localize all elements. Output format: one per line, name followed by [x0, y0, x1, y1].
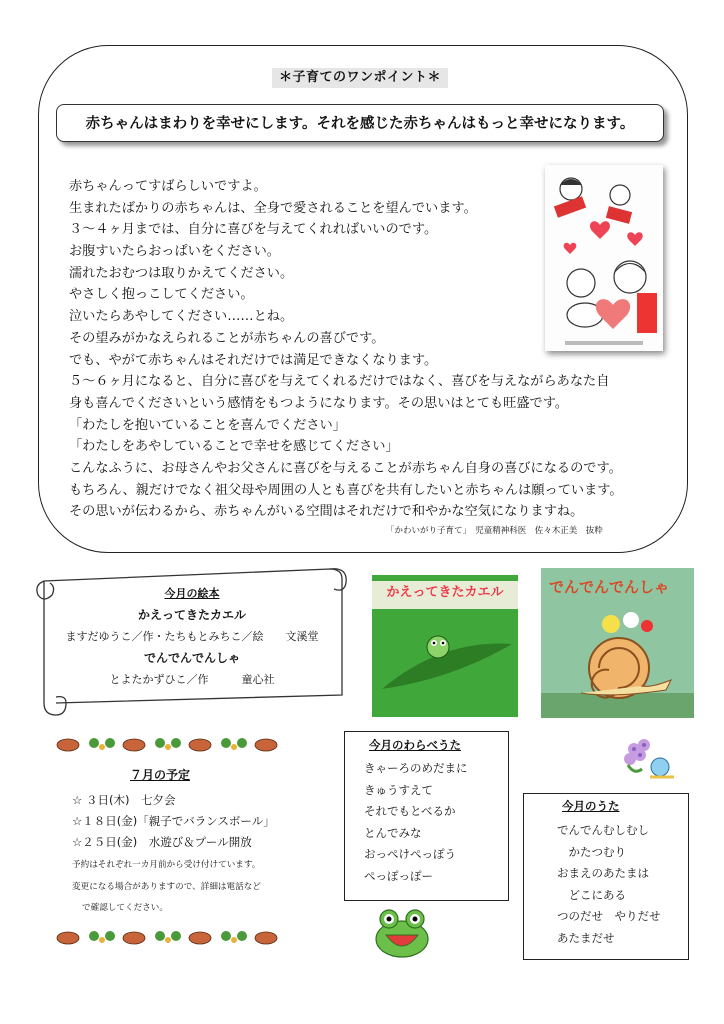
body-line: ５～６ヶ月になると、自分に喜びを与えてくれるだけではなく、喜びを与えながらあなた自	[69, 374, 610, 390]
lyric-line: おっぺけぺっぽう	[364, 847, 456, 861]
plan-list	[72, 790, 275, 853]
books-title: 今月の絵本	[164, 587, 220, 600]
lyric-line: かたつむり	[557, 844, 626, 859]
book2-title: でんでんでんしゃ	[143, 650, 240, 665]
body-line: こんなふうに、お母さんやお父さんに喜びを与えることが赤ちゃん自身の喜びになるのです。	[69, 460, 622, 476]
hydrangea-snail-icon	[620, 735, 676, 783]
body-line: 「わたしをあやしていることで幸せを感じてください」	[69, 439, 399, 455]
book-cover-frog	[372, 575, 518, 717]
body-line: でも、やがて赤ちゃんはそれだけでは満足できなくなります。	[69, 352, 438, 368]
book1-credit: ますだゆうこ／作・たちもとみちこ／絵 文溪堂	[65, 630, 319, 643]
citation: 「かわいがり子育て」 児童精神科医 佐々木正美 抜粋	[386, 526, 603, 536]
body-line: もちろん、親だけでなく祖父母や周囲の人とも喜びを共有したいと赤ちゃんは願っています。	[69, 482, 623, 498]
body-line: 濡れたおむつは取りかえてください。	[69, 265, 294, 281]
beetle-border-top	[54, 735, 286, 755]
beetle-border-bottom	[54, 928, 286, 948]
lyric-line: つのだせ やりだせ	[557, 909, 661, 923]
lyric-line: きゅうすえて	[364, 782, 433, 797]
cover1-title-band	[372, 581, 518, 609]
warabeuta-title: 今月のわらべうた	[369, 738, 461, 752]
uta-lyrics	[557, 820, 661, 949]
lyric-line: おまえのあたまは	[557, 866, 649, 880]
body-line: お腹すいたらおっぱいをください。	[69, 244, 280, 260]
book2-credit: とよたかずひこ／作 童心社	[109, 673, 275, 686]
body-line: 「わたしを抱いていることを喜んでください」	[69, 417, 346, 433]
plan-item: ☆１８日(金)「親子でバランスボール」	[72, 814, 275, 828]
body-line: その望みがかなえられることが赤ちゃんの喜びです。	[69, 330, 385, 346]
lyric-line: あたまだせ	[557, 930, 615, 945]
cover1-title: かえってきたカエル	[386, 585, 504, 600]
lyric-line: それでもとべるか	[364, 804, 456, 818]
lyric-line: ぺっぽっぽー	[364, 868, 433, 883]
plan-item: ☆ ３日(木) 七夕会	[72, 793, 176, 807]
lyric-line: きゃーろのめだまに	[364, 761, 468, 775]
uta-title: 今月のうた	[562, 799, 620, 813]
book1-title: かえってきたカエル	[137, 607, 246, 622]
plan-notes	[72, 855, 261, 920]
body-line: やさしく抱っこしてください。	[69, 287, 254, 303]
body-line: 赤ちゃんってすばらしいですよ。	[69, 179, 267, 194]
body-line: ３～４ヶ月までは、自分に喜びを与えてくれればいいのです。	[69, 222, 438, 238]
frog-icon	[372, 905, 432, 961]
onepoint-title: ＊子育てのワンポイント＊	[272, 68, 448, 88]
book-illustration	[545, 165, 663, 351]
frog-on-leaf-art	[372, 609, 518, 717]
warabeuta-lyrics	[364, 758, 468, 887]
book-cover-snail	[541, 568, 694, 718]
plan-note: 変更になる場合がありますので、詳細は電話など	[72, 881, 261, 892]
body-line: 泣いたらあやしてください……とね。	[69, 309, 294, 325]
headline-text: 赤ちゃんはまわりを幸せにします。それを感じた赤ちゃんはもっと幸せになります。	[85, 116, 635, 132]
snail-train-art	[541, 598, 694, 718]
plan-note: で確認してください。	[82, 903, 168, 913]
body-line: その思いが伝わるから、赤ちゃんがいる空間はそれだけで和やかな空気になりますね。	[69, 504, 584, 520]
body-line: 生まれたばかりの赤ちゃんは、全身で愛されることを望んでいます。	[69, 200, 477, 216]
plan-title: ７月の予定	[130, 768, 191, 782]
plan-item: ☆２５日(金) 水遊び＆プール開放	[72, 835, 252, 849]
cover2-title: でんでんでんしゃ	[549, 578, 670, 596]
lyric-line: どこにある	[557, 887, 626, 902]
body-line: 身も喜んでくださいという感情をもつようになります。その思いはとても旺盛です。	[69, 395, 569, 411]
picture-books	[56, 583, 328, 691]
lyric-line: でんでんむしむし	[557, 823, 649, 837]
plan-note: 予約はそれぞれ一カ月前から受け付けています。	[72, 860, 261, 870]
lyric-line: とんでみな	[364, 825, 422, 840]
